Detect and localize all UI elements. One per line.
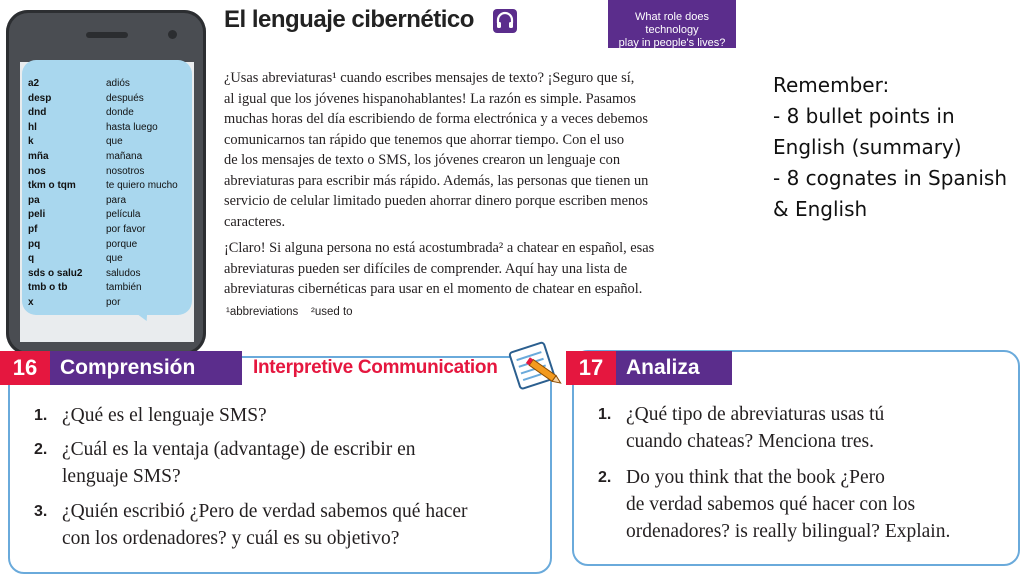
abbreviation-meaning: por favor: [106, 223, 146, 235]
abbreviation-row: [28, 92, 193, 107]
abbreviation-meaning: también: [106, 282, 142, 294]
abbreviation: dnd: [28, 107, 47, 119]
footnote-1: ¹abbreviations: [226, 306, 299, 318]
abbreviation: tmb o tb: [28, 282, 68, 294]
abbreviation-row: [28, 165, 193, 180]
abbreviation: nos: [28, 165, 46, 177]
question-text: ¿Quién escribió ¿Pero de verdad sabemos qué hacer: [62, 501, 468, 522]
reminder-note: Remember: - 8 bullet points in English (summary) - 8 cognates in Spanish & English: [773, 73, 1008, 221]
question-number: 1.: [598, 406, 612, 423]
abbreviation-meaning: saludos: [106, 267, 141, 279]
text-line: de los mensajes de texto o SMS, los jóvenes crearon un lenguaje con: [224, 152, 621, 168]
abbreviation-row: [28, 296, 193, 311]
text-line: abreviaturas cibernéticas para usar en el momento de chatear en español.: [224, 281, 643, 297]
abbreviation-meaning: te quiero mucho: [106, 180, 178, 192]
abbreviation-row: [28, 208, 193, 223]
abbreviation-list: [28, 77, 193, 311]
question-number: 3.: [34, 503, 48, 520]
activity-16-label: Comprensión: [50, 351, 242, 385]
question-text: cuando chateas? Menciona tres.: [626, 431, 874, 452]
abbreviation-row: [28, 194, 193, 209]
abbreviation-meaning: porque: [106, 238, 138, 250]
abbreviation-meaning: para: [106, 194, 127, 206]
footnotes: [226, 306, 353, 318]
abbreviation-meaning: mañana: [106, 150, 143, 162]
question-number: 1.: [34, 407, 48, 424]
abbreviation-row: [28, 252, 193, 267]
activity-17-number: 17: [566, 351, 616, 385]
abbreviation-row: [28, 135, 193, 150]
abbreviation: pq: [28, 238, 41, 250]
text-line: al igual que los jóvenes hispanohablantes! La razón es simple. Pasamos: [224, 90, 637, 107]
question-text: ordenadores? is really bilingual? Explain.: [626, 521, 951, 542]
article-paragraph-1: [224, 68, 744, 232]
abbreviation-meaning: que: [106, 253, 123, 265]
question-text: Do you think that the book ¿Pero: [626, 467, 885, 488]
abbreviation-row: [28, 281, 193, 296]
abbreviation-row: [28, 77, 193, 92]
text-line: servicio de celular limitado pueden ahorrar dinero porque escriben menos: [224, 193, 648, 209]
abbreviation: mña: [28, 150, 49, 162]
activity-17-label: Analiza: [616, 351, 732, 385]
text-line: ¡Claro! Si alguna persona no está acostumbrada² a chatear en español, esas: [224, 240, 655, 256]
abbreviation-meaning: nosotros: [106, 165, 145, 177]
abbreviation-meaning: por: [106, 296, 121, 308]
abbreviation-meaning: película: [106, 209, 141, 221]
phone-camera: [168, 30, 177, 39]
abbreviation: k: [28, 136, 34, 148]
activity-16-number: 16: [0, 351, 50, 385]
article-paragraph-2: [224, 238, 744, 300]
abbreviation: pa: [28, 194, 40, 206]
abbreviation-row: [28, 121, 193, 136]
footnote-2: ²used to: [311, 306, 353, 318]
abbreviation-row: [28, 223, 193, 238]
question-text: ¿Cuál es la ventaja (advantage) de escribir en: [62, 439, 416, 460]
pencil-notepad-icon: [504, 338, 566, 392]
abbreviation: tkm o tqm: [28, 180, 76, 192]
question-text: con los ordenadores? y cuál es su objetivo?: [62, 528, 400, 549]
question-number: 2.: [598, 469, 612, 486]
question-text: ¿Qué es el lenguaje SMS?: [62, 405, 267, 426]
abbreviation: a2: [28, 78, 40, 89]
abbreviation-meaning: adiós: [106, 78, 130, 89]
abbreviation-row: [28, 267, 193, 282]
article-title: El lenguaje cibernético: [224, 6, 474, 33]
abbreviation: pf: [28, 223, 38, 235]
text-line: ¿Usas abreviaturas¹ cuando escribes mensajes de texto? ¡Seguro que sí,: [224, 70, 635, 86]
text-line: comunicarnos tan rápido que tenemos que ahorrar tiempo. Con el uso: [224, 131, 625, 148]
abbreviation: x: [28, 296, 34, 308]
abbreviation: hl: [28, 121, 37, 133]
abbreviation: sds o salu2: [28, 267, 83, 279]
abbreviation: desp: [28, 92, 52, 104]
communication-mode-label: Interpretive Communication: [253, 357, 498, 378]
abbreviation-meaning: después: [106, 92, 144, 104]
abbreviation: q: [28, 253, 35, 265]
phone-speaker: [86, 32, 128, 38]
text-line: muchas horas del día escribiendo de forma electrónica y a veces debemos: [224, 111, 648, 127]
abbreviation-row: [28, 179, 193, 194]
abbreviation-row: [28, 150, 193, 165]
headphones-icon[interactable]: [492, 8, 518, 34]
abbreviation-meaning: donde: [106, 107, 134, 119]
question-text: de verdad sabemos qué hacer con los: [626, 494, 916, 515]
abbreviation-meaning: que: [106, 136, 123, 148]
text-line: abreviaturas pueden ser difíciles de comprender. Aquí hay una lista de: [224, 260, 628, 277]
abbreviation-row: [28, 238, 193, 253]
text-line: caracteres.: [224, 213, 286, 230]
abbreviation-meaning: hasta luego: [106, 121, 158, 133]
text-line: abreviaturas para escribir más rápido. Además, las personas que tienen un: [224, 172, 649, 189]
essential-question-line: play in people's lives?: [618, 37, 726, 49]
essential-question-line: What role does technology: [635, 11, 709, 36]
essential-question-box: [608, 0, 736, 48]
question-text: ¿Qué tipo de abreviaturas usas tú: [626, 404, 885, 425]
abbreviation-row: [28, 106, 193, 121]
question-number: 2.: [34, 441, 48, 458]
abbreviation: peli: [28, 209, 46, 221]
question-text: lenguaje SMS?: [62, 466, 181, 487]
